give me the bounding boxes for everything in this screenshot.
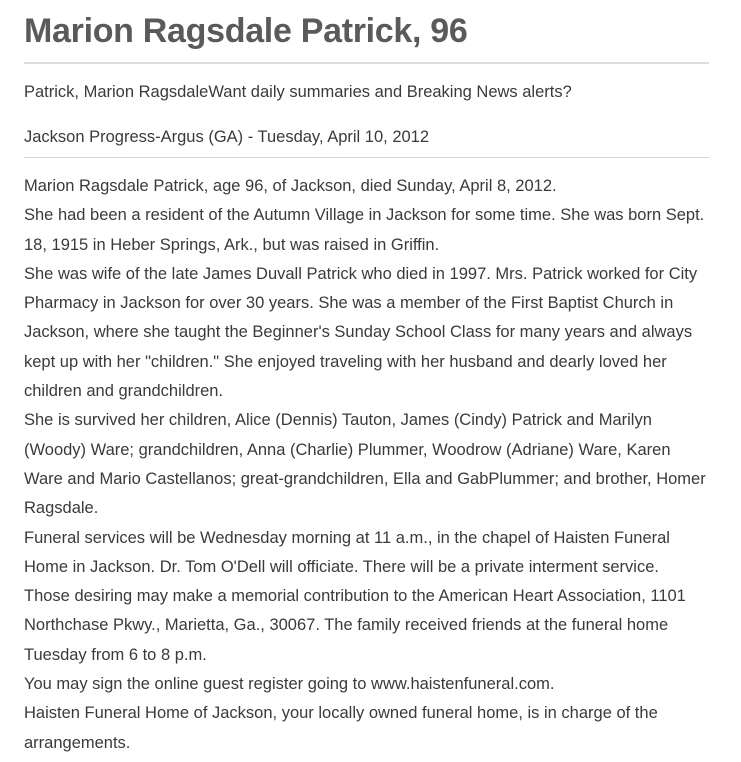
body-paragraph: Haisten Funeral Home of Jackson, your locally owned funeral home, is in charge of the arrangements. (24, 704, 658, 752)
body-paragraph: She was wife of the late James Duvall Patrick who died in 1997. Mrs. Patrick worked for City Pharmacy in Jackson for over 30 years. She was a member of the First Baptist Church in Jackson, where she taught the Beginner's Sunday School Class for many years and always kept up with her "children." She enjoyed traveling with her husband and dearly loved her children and grandchildren. (24, 264, 698, 401)
page-title: Marion Ragsdale Patrick, 96 (24, 12, 468, 50)
obituary-article (24, 0, 709, 758)
body-paragraph: Funeral services will be Wednesday morning at 11 a.m., in the chapel of Haisten Funeral Home in Jackson. Dr. Tom O'Dell will officiate. There will be a private interment service. Those desiring may make a memorial contribution to the American Heart Association, 1101 Northchase Pkwy., Marietta, Ga., 30067. The family received friends at the funeral home Tuesday from 6 to 8 p.m. (24, 528, 686, 664)
body-paragraph: You may sign the online guest register going to www.haistenfuneral.com. (24, 675, 555, 694)
article-body (24, 172, 709, 758)
body-paragraph: Marion Ragsdale Patrick, age 96, of Jackson, died Sunday, April 8, 2012. (24, 177, 557, 195)
body-paragraph: She had been a resident of the Autumn Village in Jackson for some time. She was born Sept. 18, 1915 in Heber Springs, Ark., but was raised in Griffin. (24, 206, 705, 254)
body-paragraph: She is survived her children, Alice (Dennis) Tauton, James (Cindy) Patrick and Marilyn (Woody) Ware; grandchildren, Anna (Charlie) Plummer, Woodrow (Adriane) Ware, Karen Ware and Mario Castellanos; great-grandchildren, Ella and GabPlummer; and brother, Homer Ragsdale. (24, 411, 706, 518)
teaser-text: Patrick, Marion RagsdaleWant daily summaries and Breaking News alerts? (24, 83, 572, 101)
title-divider (24, 62, 709, 64)
header-divider (24, 157, 709, 158)
source-line: Jackson Progress-Argus (GA) - Tuesday, April 10, 2012 (24, 128, 430, 146)
